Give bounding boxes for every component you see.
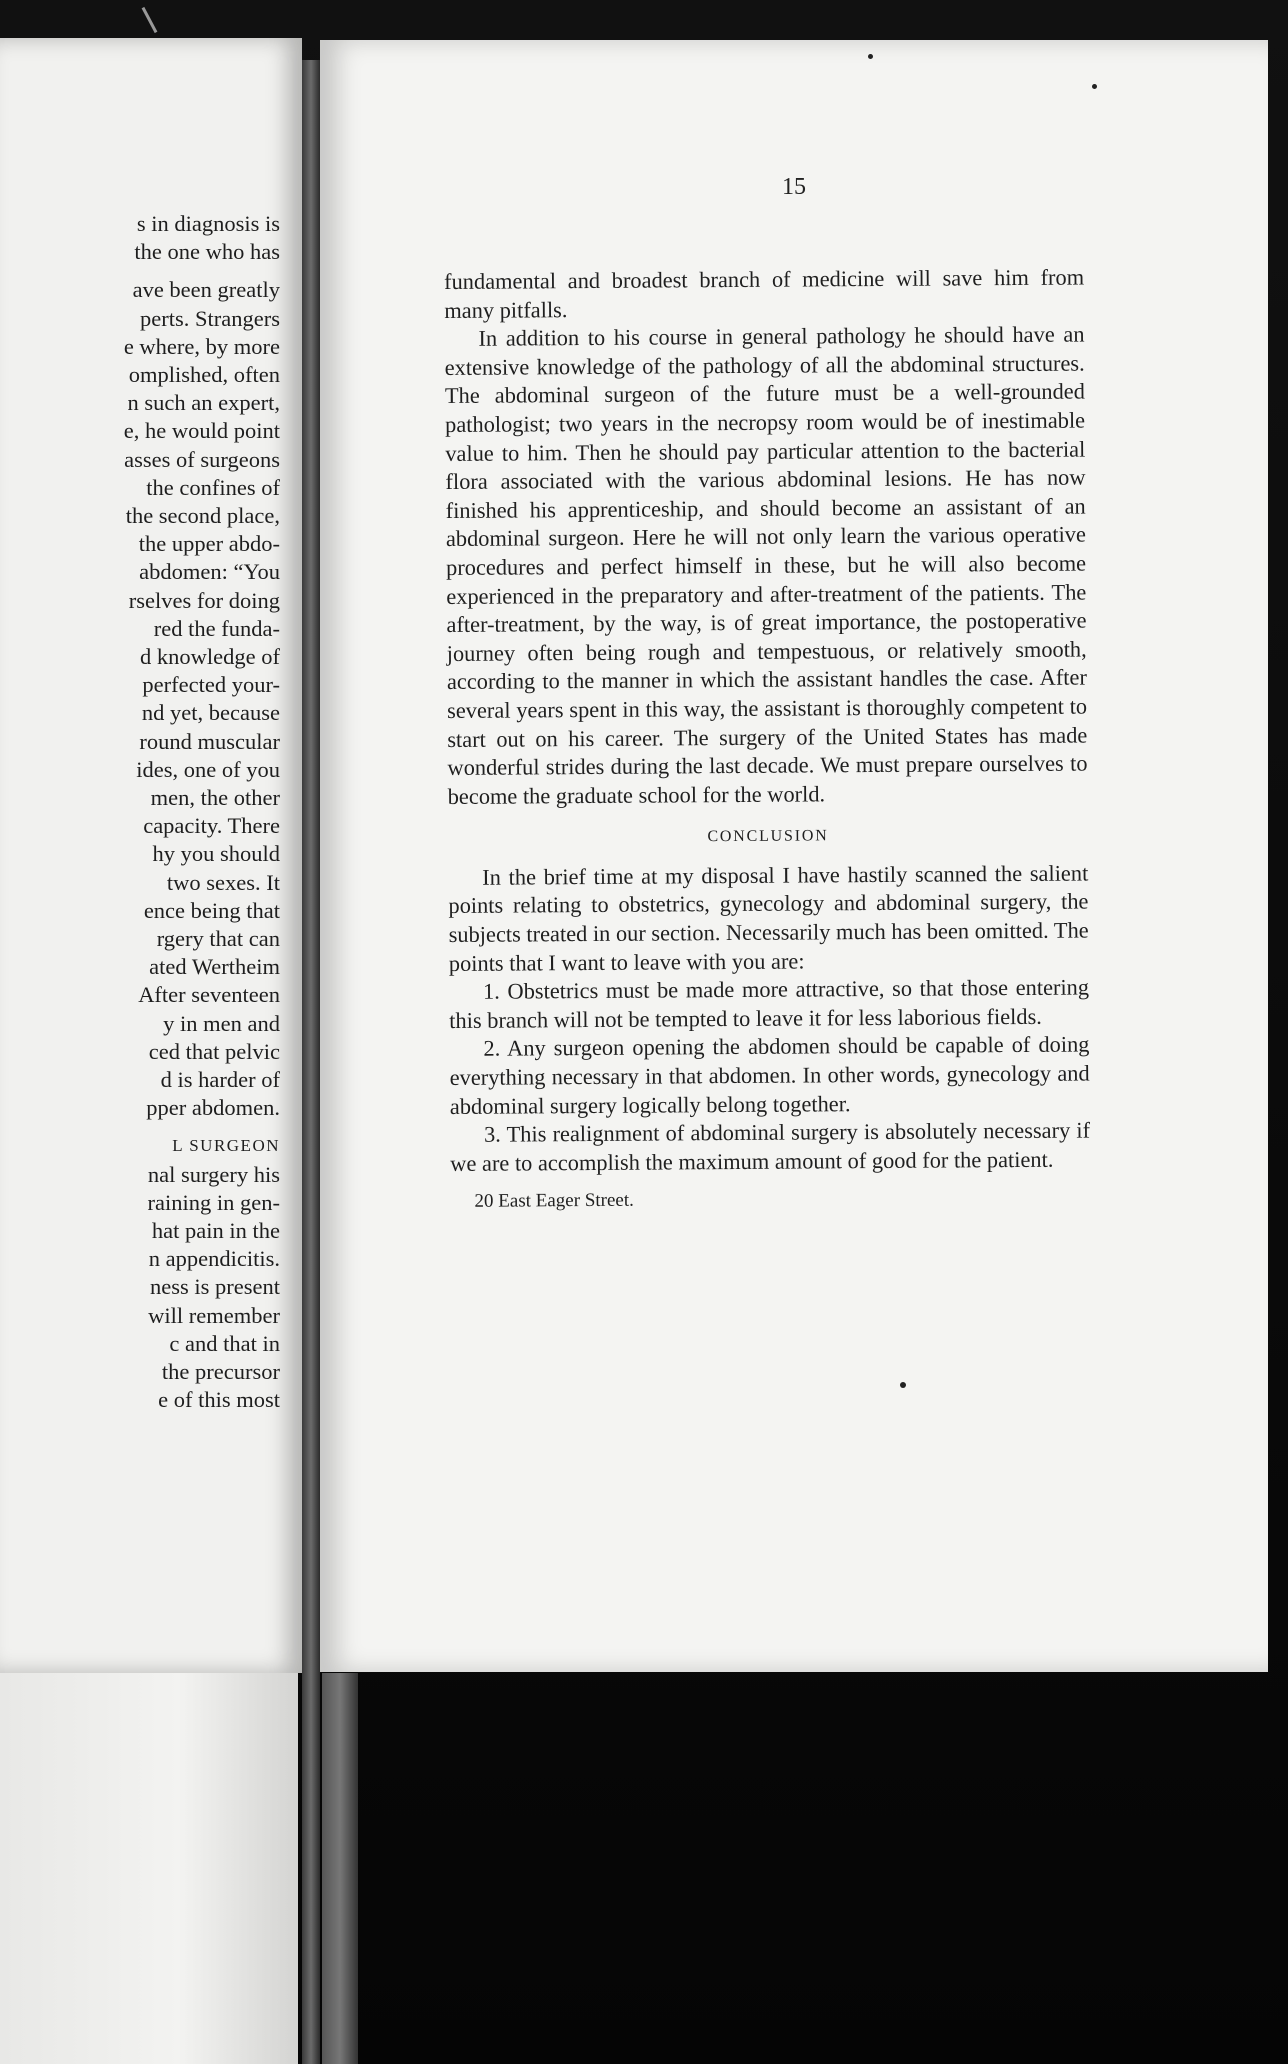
left-page-line: n appendicitis. [148,1246,280,1272]
book-spine [302,60,320,2064]
left-page-line: ave been greatly [132,277,280,303]
left-page-line: perts. Strangers [140,305,280,331]
left-page-line: hat pain in the [151,1218,280,1243]
paragraph-conclusion: In the brief time at my disposal I have hastily scanned the salient points relating to obstetrics, gynecology and abdominal surgery, the subjects treated in our section. Necessarily much has been omitted. The points that I want to leave with you are: [448,860,1089,976]
left-page-line: pper abdomen. [146,1095,280,1121]
author-address: 20 East Eager Street. [474,1190,634,1213]
left-page-line: ness is present [150,1274,280,1300]
left-page-line: perfected your- [142,672,280,698]
left-page-line: round muscular [139,728,280,754]
left-page-line: n such an expert, [127,390,280,416]
left-page-line: the one who has [134,239,280,265]
left-page-line: ated Wertheim [149,954,280,980]
left-page-line: e where, by more [123,333,280,359]
left-page-line: ced that pelvic [148,1038,280,1064]
paragraph-pathology: In addition to his course in general pathology he should have an extensive knowledge of the pathology of all the abdominal structures. The abdominal surgeon of the future must be a well-grounded pathologist; two years in the necropsy room would be of inestimable value to him. Then he should pay particular attention to the bacterial flora associated with the various abdominal lesions. He has now finished his apprenticeship, and should become an assistant of an abdominal surgeon. Here he will not only learn the various operative procedures and perfect himself in these, but he will also become experienced in the preparatory and after-treatment of the patients. The after-treatment, by the way, is of great importance, the postoperative journey often being rough and tempestuous, or relatively smooth, according to the manner in which the assistant handles the case. After several years spent in this way, the assistant is thoroughly competent to start out on his career. The surgery of the United States has made wonderful strides during the last decade. We must prepare ourselves to become the graduate school for the world. [444,321,1088,809]
left-page-line: abdomen: “You [139,559,280,585]
left-page-line: men, the other [150,785,280,810]
left-page-line: nal surgery his [147,1161,280,1187]
left-page-line: omplished, often [128,362,280,387]
left-page-line: After seventeen [138,982,280,1008]
paragraph-continued: fundamental and broadest branch of medicine will save him from many pitfalls. [444,264,1085,323]
left-page-line: capacity. There [143,813,280,839]
right-page [320,40,1268,1672]
page-number: 15 [782,174,806,200]
left-page-line: the precursor [161,1359,280,1384]
left-page-line: y in men and [163,1010,280,1036]
left-page-line: L SURGEON [172,1136,280,1156]
left-page-line: asses of surgeons [124,446,280,472]
left-page [0,38,302,1673]
left-page-line: ence being that [143,897,280,923]
left-page-line: c and that in [169,1330,280,1356]
conclusion-point-3: 3. This realignment of abdominal surgery is absolutely necessary if we are to accomplish the maximum amount of good for the patient. [450,1117,1091,1176]
left-page-line: raining in gen- [147,1189,280,1215]
left-page-line: hy you should [152,841,280,867]
left-page-line: will remember [148,1302,280,1328]
left-page-line: s in diagnosis is [136,211,280,236]
left-page-line: the upper abdo- [138,531,280,557]
left-page-line: rselves for doing [128,587,280,613]
left-page-line: the confines of [146,474,280,500]
left-page-line: nd yet, because [141,700,280,726]
dust-speck [900,1382,906,1388]
left-page-line: e of this most [158,1387,280,1413]
left-page-line: two sexes. It [166,869,280,895]
left-page-line: red the funda- [153,615,280,641]
left-page-line: rgery that can [156,926,280,951]
page-body [444,264,1091,1217]
left-page-line: the second place, [125,503,280,528]
conclusion-point-1: 1. Obstetrics must be made more attractive, so that those entering this branch will not be tempted to leave it for less laborious fields. [449,974,1090,1033]
left-page-line: d knowledge of [140,644,280,669]
left-page-line: e, he would point [123,418,280,444]
dust-speck [868,54,873,59]
book-spine-lower [322,1673,358,2064]
section-heading: CONCLUSION [707,827,829,846]
conclusion-point-2: 2. Any surgeon opening the abdomen should be capable of doing everything necessary in that abdomen. In other words, gynecology and abdominal surgery logically belong together. [449,1031,1090,1119]
left-page-line: ides, one of you [136,756,280,782]
dust-speck [1092,84,1097,89]
left-page-line: d is harder of [160,1067,280,1092]
left-page-edge [0,1673,298,2064]
